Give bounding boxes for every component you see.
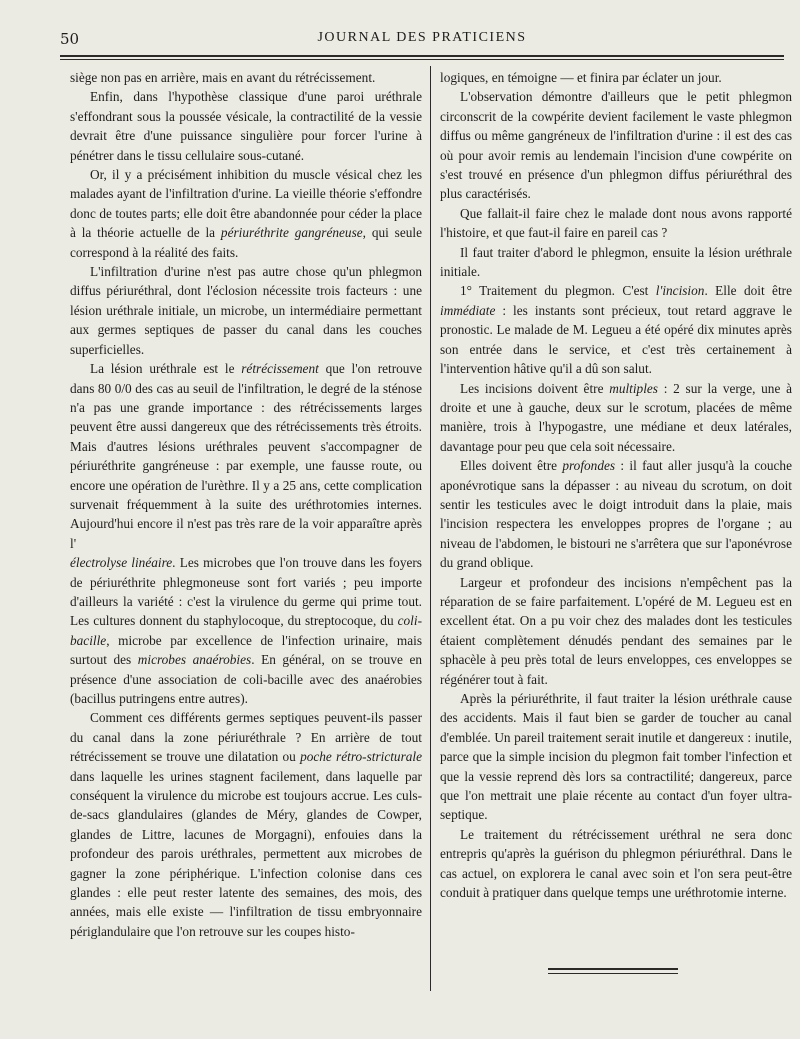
- paragraph-text: Les incisions doivent être: [460, 380, 610, 396]
- paragraph-text: , qui seule correspond à la réalité des faits.: [70, 225, 422, 260]
- paragraph-text: L'infiltration d'urine n'est pas autre chose qu'un phlegmon diffus périuréthral, dont l'éclosion nécessite trois facteurs : une lésion uréthrale initiale, un microbe, un intermédiaire permettant aux germes septiques de passer du canal dans les couches superficielles.: [70, 264, 422, 357]
- paragraph: [440, 689, 792, 825]
- journal-title: JOURNAL DES PRATICIENS: [317, 30, 527, 45]
- column-divider: [430, 66, 431, 991]
- italic-term: microbes anaérobies: [137, 652, 252, 668]
- italic-term: l'incision: [655, 283, 705, 299]
- paragraph: [70, 165, 422, 262]
- italic-term: électrolyse linéaire: [70, 555, 173, 571]
- paragraph-text: . Les microbes que l'on trouve dans les foyers de périuréthrite phlegmoneuse sont fort variés ; peu importe d'ailleurs la variété : c'est la virulence du germe qui prime tout. Les cultures donnent du staphylocoque, du streptocoque, du: [70, 555, 422, 629]
- paragraph-text: La lésion uréthrale est le: [90, 361, 242, 377]
- paragraph-text: Après la périuréthrite, il faut traiter la lésion uréthrale cause des accidents. Mais il faut bien se garder de toucher au canal d'emblée. Un pareil traitement serait inutile et dangereux : inutile, parce que la simple incision du plegmon fait tomber l'infection et que la vessie reprend dès lors sa contractilité; dangereux, parce que l'on mettrait une plaie récente au contact d'un foyer ultra-septique.: [440, 691, 792, 823]
- right-column: [440, 68, 792, 902]
- left-column: [70, 68, 422, 941]
- paragraph-text: siège non pas en arrière, mais en avant du rétrécissement.: [70, 70, 376, 85]
- paragraph: [70, 553, 422, 708]
- end-rule-thick: [548, 968, 678, 970]
- italic-term: multiples: [609, 380, 658, 396]
- end-rule-thin: [548, 973, 678, 974]
- paragraph: [440, 243, 792, 282]
- paragraph-text: L'observation démontre d'ailleurs que le petit phlegmon circonscrit de la cowpérite devient facilement le vaste phlegmon diffus ou même gangréneux de l'infiltration d'urine : il est des cas où pour avoir remis au lendemain l'incision d'une cowpérite on s'est trouvé en présence d'un phlegmon diffus périuréthral des plus caractérisés.: [440, 89, 792, 202]
- paragraph-text: Enfin, dans l'hypothèse classique d'une paroi uréthrale s'effondrant sous la poussée vésicale, la contractilité de la vessie devrait être d'une puissance singulière pour forcer l'urine à pénétrer dans le tissu cellulaire sous-cutané.: [70, 89, 422, 163]
- header-rule-thick: [60, 55, 784, 57]
- paragraph-text: 1° Traitement du plegmon. C'est: [460, 283, 656, 299]
- paragraph: [70, 359, 422, 553]
- paragraph: [70, 87, 422, 165]
- paragraph: [70, 708, 422, 941]
- paragraph-text: . En général, on se trouve en présence d'une association de coli-bacille avec des anaérobies (bacillus putringens entre autres).: [70, 652, 422, 706]
- paragraph-text: Le traitement du rétrécissement uréthral ne sera donc entrepris qu'après la guérison du phlegmon périuréthral. Dans le cas actuel, on explorera le canal avec soin et l'on sera peut-être conduit à pratiquer dans quelque temps une uréthrotomie interne.: [440, 826, 792, 901]
- paragraph: [440, 68, 792, 87]
- paragraph-text: Or, il y a précisément inhibition du muscle vésical chez les malades ayant de l'infiltration d'urine. La vieille théorie s'effondre donc de toutes parts; elle doit être abandonnée pour céder la place à la théorie actuelle de la: [70, 167, 422, 241]
- paragraph: [440, 87, 792, 203]
- paragraph-text: : les instants sont précieux, tout retard aggrave le pronostic. Le malade de M. Legueu a été opéré dix minutes après son entrée dans le service, et c'est très certainement à l'intervention hâtive qu'il a dû son salut.: [440, 302, 792, 377]
- paragraph-text: Largeur et profondeur des incisions n'empêchent pas la réparation de se faire parfaitement. L'opéré de M. Legueu est en excellent état. On a pu voir chez des malades dont les testicules étaient complètement dénudés pendant des semaines par le sphacèle à peu près total de leurs enveloppes, ces enveloppes se régénérer tout à fait.: [440, 574, 792, 687]
- italic-term: poche rétro-stricturale: [300, 749, 422, 765]
- paragraph: [440, 825, 792, 903]
- paragraph: [440, 281, 792, 378]
- header-rule-thin: [60, 59, 784, 60]
- paragraph: [440, 204, 792, 243]
- italic-term: profondes: [562, 458, 616, 474]
- paragraph-text: dans laquelle les urines stagnent facilement, dans laquelle par conséquent la virulence du microbe est toujours accrue. Les culs-de-sacs glandulaires (glandes de Méry, glandes de Cowper, glandes de Littre, lacunes de Morgagni), enfouies dans la profondeur des parois uréthrales, permettent aux microbes de gagner la zone périphérique. L'infection colonise dans ces glandes : elle peut rester latente des semaines, des mois, des années, mais elle existe — l'infiltration de tissu embryonnaire périglandulaire que l'on retrouve sur les coupes histo-: [70, 768, 422, 939]
- italic-term: coli-bacille: [70, 613, 422, 648]
- paragraph-text: . Elle doit être: [704, 283, 792, 299]
- paragraph-text: : 2 sur la verge, une à droite et une à gauche, deux sur le scrotum, placées de même manière, trois à l'hypogastre, une médiane et deux latérales, davantage pour peu que cela soit nécessaire.: [440, 380, 792, 454]
- paragraph: [70, 262, 422, 359]
- italic-term: immédiate: [440, 302, 496, 318]
- paragraph-text: , microbe par excellence de l'infection urinaire, mais surtout des: [70, 632, 422, 668]
- paragraph-text: : il faut aller jusqu'à la couche aponévrotique sans la dépasser : au niveau du scrotum, on doit sentir les testicules avec le doigt introduit dans la plaie, mais l'incision respectera les enveloppes propres de l'organe ; au niveau de l'abdomen, le bistouri ne s'arrêtera que sur l'aponévrose du grand oblique.: [440, 458, 792, 571]
- italic-term: rétrécissement: [241, 361, 319, 377]
- paragraph: [70, 68, 422, 87]
- paragraph: [440, 456, 792, 572]
- paragraph: [440, 573, 792, 689]
- paragraph: [440, 379, 792, 457]
- page-header: [60, 30, 784, 54]
- italic-term: périuréthrite gangréneuse: [220, 225, 363, 241]
- paragraph-text: Que fallait-il faire chez le malade dont nous avons rapporté l'histoire, et que faut-il faire en pareil cas ?: [440, 205, 792, 241]
- page-number: 50: [60, 30, 80, 48]
- paragraph-text: que l'on retrouve dans 80 0/0 des cas au seuil de l'infiltration, le degré de la sténose n'a pas une grande importance : des rétrécissements larges peuvent être aussi dangereux que des rétrécissements très étroits. Mais d'autres lésions uréthrales peuvent s'accompagner de périuréthrite gangréneuse : par exemple, une fausse route, ou encore une opération de l'urèthre. Il y a 25 ans, cette complication survenait fréquemment à la suite des uréthrotomies internes. Aujourd'hui encore il n'est pas très rare de la voir apparaître après l': [70, 361, 422, 551]
- paragraph-text: Comment ces différents germes septiques peuvent-ils passer du canal dans la zone périuréthrale ? En arrière de tout rétrécissement se trouve une dilatation ou: [70, 710, 422, 765]
- paragraph-text: logiques, en témoigne — et finira par éclater un jour.: [440, 70, 722, 85]
- paragraph-text: Elles doivent être: [460, 458, 563, 474]
- paragraph-text: Il faut traiter d'abord le phlegmon, ensuite la lésion uréthrale initiale.: [440, 244, 792, 280]
